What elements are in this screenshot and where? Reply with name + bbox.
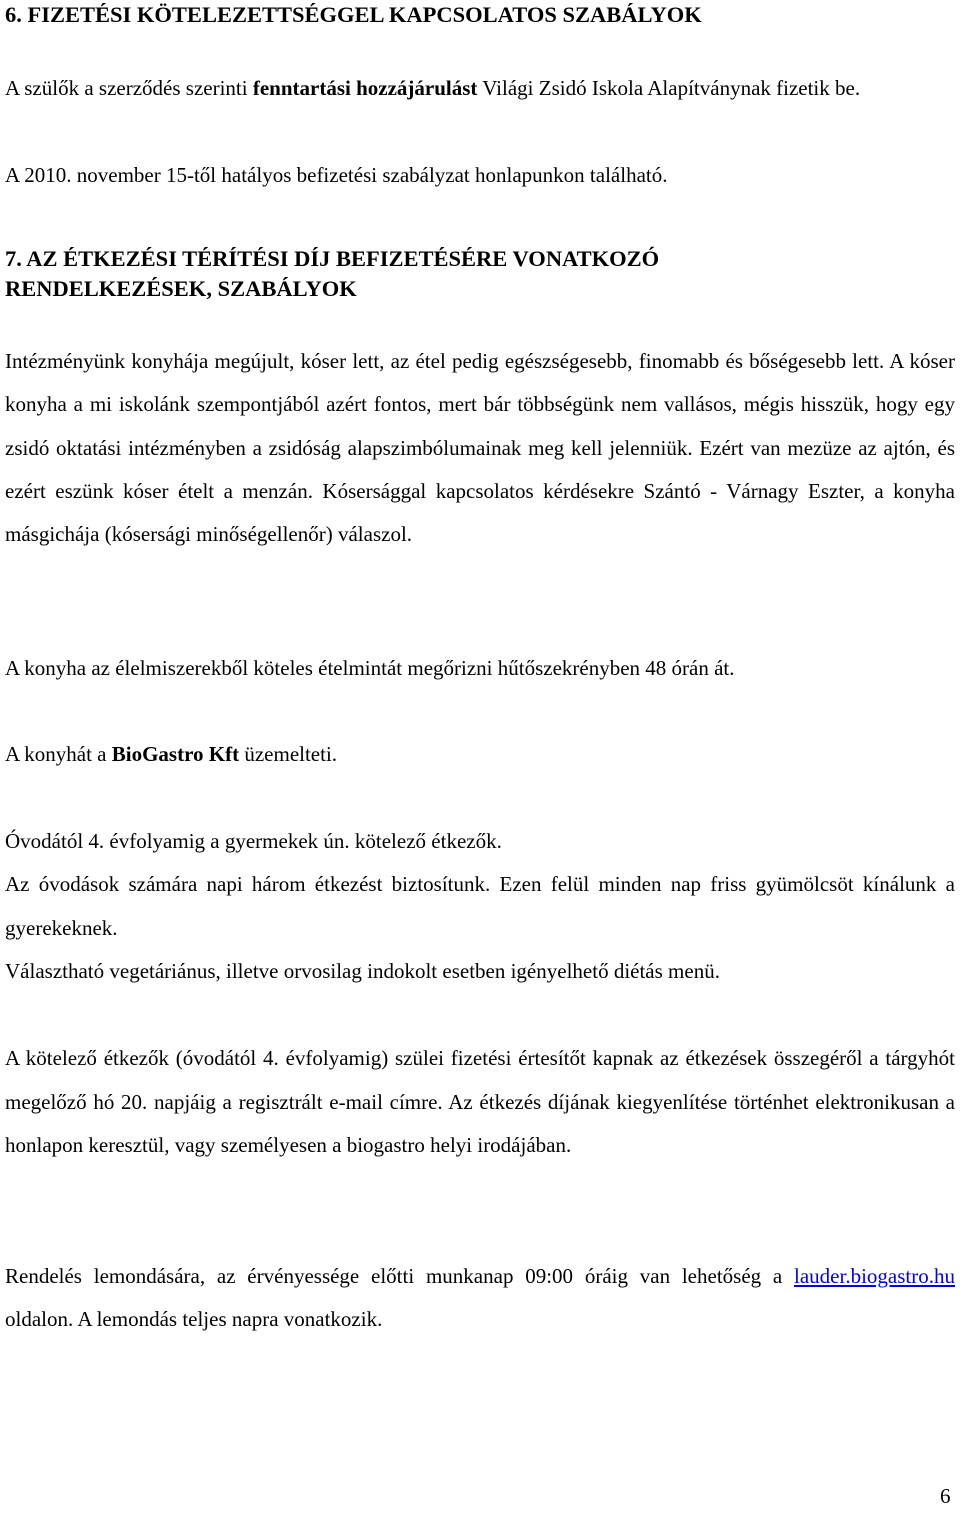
- section-7-paragraph-2: A konyha az élelmiszerekből köteles ételmintát megőrizni hűtőszekrényben 48 órán át.: [5, 656, 735, 680]
- section-7-paragraph-1: Intézményünk konyhája megújult, kóser lett, az étel pedig egészségesebb, finomabb és bőségesebb lett. A kóser konyha a mi iskolánk szempontjából azért fontos, mert bár többségünk nem vallásos, mégis hisszük, hogy egy zsidó oktatási intézményben a zsidóság alapszimbólumainak meg kell jelenniük. Ezért van mezüze az ajtón, és ezért eszünk kóser ételt a menzán. Kósersággal kapcsolatos kérdésekre Szántó - Várnagy Eszter, a konyha másgichája (kósersági minőségellenőr) válaszol.: [5, 349, 955, 547]
- diet-menu-line: Választható vegetáriánus, illetve orvosilag indokolt esetben igényelhető diétás menü.: [5, 958, 720, 983]
- text-span: A konyhát a: [5, 742, 112, 766]
- text-span: üzemelteti.: [239, 742, 338, 766]
- kindergarten-meals-line: Az óvodások számára napi három étkezést biztosítunk. Ezen felül minden nap friss gyümölcsöt kínálunk a gyerekeknek.: [5, 872, 955, 940]
- text-span: A szülők a szerződés szerinti: [5, 76, 253, 100]
- text-span: Világi Zsidó Iskola Alapítványnak fizetik be.: [477, 76, 861, 100]
- page-number: 6: [940, 1484, 951, 1508]
- section-7-paragraph-5: A kötelező étkezők (óvodától 4. évfolyamig) szülei fizetési értesítőt kapnak az étkezések összegéről a tárgyhót megelőző hó 20. napjáig a regisztrált e-mail címre. Az étkezés díjának kiegyenlítése történhet elektronikusan a honlapon keresztül, vagy személyesen a biogastro helyi irodájában.: [5, 1046, 955, 1158]
- section-6-heading: 6. FIZETÉSI KÖTELEZETTSÉGGEL KAPCSOLATOS SZABÁLYOK: [5, 2, 702, 27]
- section-7-paragraph-3: [5, 733, 955, 776]
- section-6-paragraph-2: A 2010. november 15-től hatályos befizetési szabályzat honlapunkon található.: [5, 163, 668, 187]
- text-span: oldalon. A lemondás teljes napra vonatkozik.: [5, 1307, 383, 1332]
- bold-term: fenntartási hozzájárulást: [252, 76, 478, 100]
- mandatory-eaters-line: Óvodától 4. évfolyamig a gyermekek ún. kötelező étkezők.: [5, 829, 502, 853]
- section-7-paragraph-6: [5, 1255, 955, 1342]
- text-span: Rendelés lemondására, az érvényessége előtti munkanap 09:00 óráig van lehetőség a: [5, 1264, 795, 1288]
- section-7-paragraph-4: [5, 820, 955, 993]
- biogastro-link[interactable]: lauder.biogastro.hu: [794, 1264, 955, 1288]
- bold-company-name: BioGastro Kft: [111, 742, 240, 766]
- section-6-paragraph-1: [5, 67, 955, 110]
- heading-line-1: 7. AZ ÉTKEZÉSI TÉRÍTÉSI DÍJ BEFIZETÉSÉRE VONATKOZÓ: [5, 246, 660, 271]
- heading-line-2: RENDELKEZÉSEK, SZABÁLYOK: [5, 276, 357, 301]
- section-7-heading: [5, 244, 659, 304]
